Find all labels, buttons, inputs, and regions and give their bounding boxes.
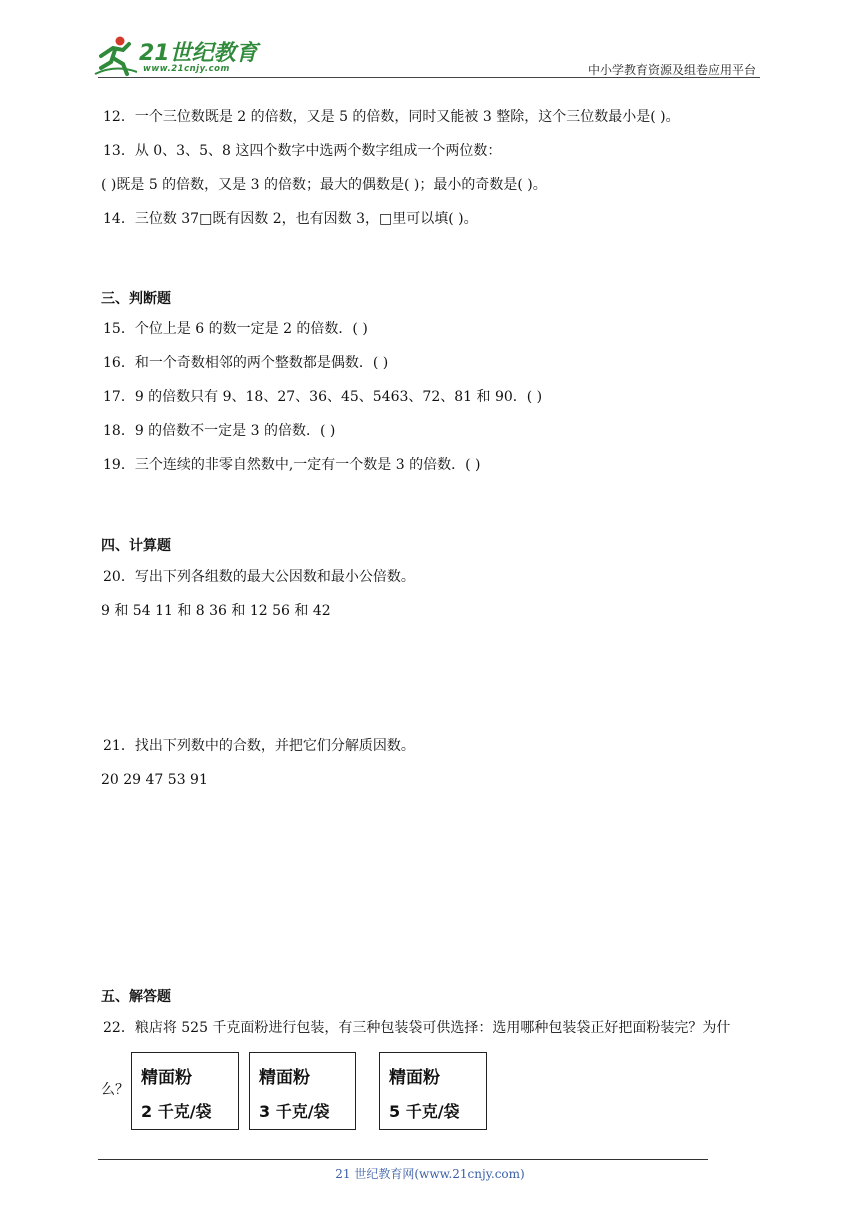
header-divider [98, 77, 760, 78]
question-17: 17．9 的倍数只有 9、18、27、36、45、5463、72、81 和 90．( ) [103, 389, 543, 405]
question-21: 21．找出下列数中的合数，并把它们分解质因数。 [103, 738, 415, 754]
package-option-5kg [379, 1052, 487, 1130]
question-19: 19．三个连续的非零自然数中,一定有一个数是 3 的倍数．( ) [103, 457, 481, 473]
question-21-values: 20 29 47 53 91 [101, 772, 208, 788]
question-18: 18．9 的倍数不一定是 3 的倍数．( ) [103, 423, 336, 439]
header-platform-text: 中小学教育资源及组卷应用平台 [587, 63, 756, 77]
package-option-2kg [131, 1052, 239, 1130]
section-title-calculation: 四、计算题 [101, 538, 171, 554]
logo-url: www.21cnjy.com [143, 64, 230, 74]
logo [93, 34, 263, 78]
question-20-values: 9 和 54 11 和 8 36 和 12 56 和 42 [101, 603, 331, 619]
section-title-answer: 五、解答题 [101, 989, 171, 1005]
question-16: 16．和一个奇数相邻的两个整数都是偶数．( ) [103, 355, 389, 371]
package-weight: 5 千克/袋 [389, 1102, 460, 1121]
package-title: 精面粉 [259, 1068, 310, 1088]
question-12: 12．一个三位数既是 2 的倍数，又是 5 的倍数，同时又能被 3 整除，这个三位数最小是( )。 [103, 109, 680, 125]
runner-logo-icon [93, 34, 137, 78]
section-title-judgement: 三、判断题 [101, 291, 171, 307]
package-title: 精面粉 [389, 1068, 440, 1088]
question-22-continuation: 么？ [101, 1082, 129, 1098]
package-title: 精面粉 [141, 1068, 192, 1088]
footer-divider [98, 1159, 708, 1160]
package-weight: 3 千克/袋 [259, 1102, 330, 1121]
question-13: 13．从 0、3、5、8 这四个数字中选两个数字组成一个两位数： [103, 143, 502, 159]
question-13-blanks: ( )既是 5 的倍数，又是 3 的倍数；最大的偶数是( )；最小的奇数是( )。 [101, 177, 547, 193]
package-weight: 2 千克/袋 [141, 1102, 212, 1121]
package-option-3kg [249, 1052, 356, 1130]
question-14: 14．三位数 37□既有因数 2，也有因数 3，□里可以填( )。 [103, 211, 478, 227]
logo-text: 21世纪教育 [139, 41, 258, 66]
question-20: 20．写出下列各组数的最大公因数和最小公倍数。 [103, 569, 415, 585]
question-15: 15．个位上是 6 的数一定是 2 的倍数．( ) [103, 321, 368, 337]
question-22: 22．粮店将 525 千克面粉进行包装，有三种包装袋可供选择：选用哪种包装袋正好把面粉装完？为什 [103, 1020, 731, 1036]
footer-link[interactable]: 21 世纪教育网(www.21cnjy.com) [335, 1167, 525, 1181]
